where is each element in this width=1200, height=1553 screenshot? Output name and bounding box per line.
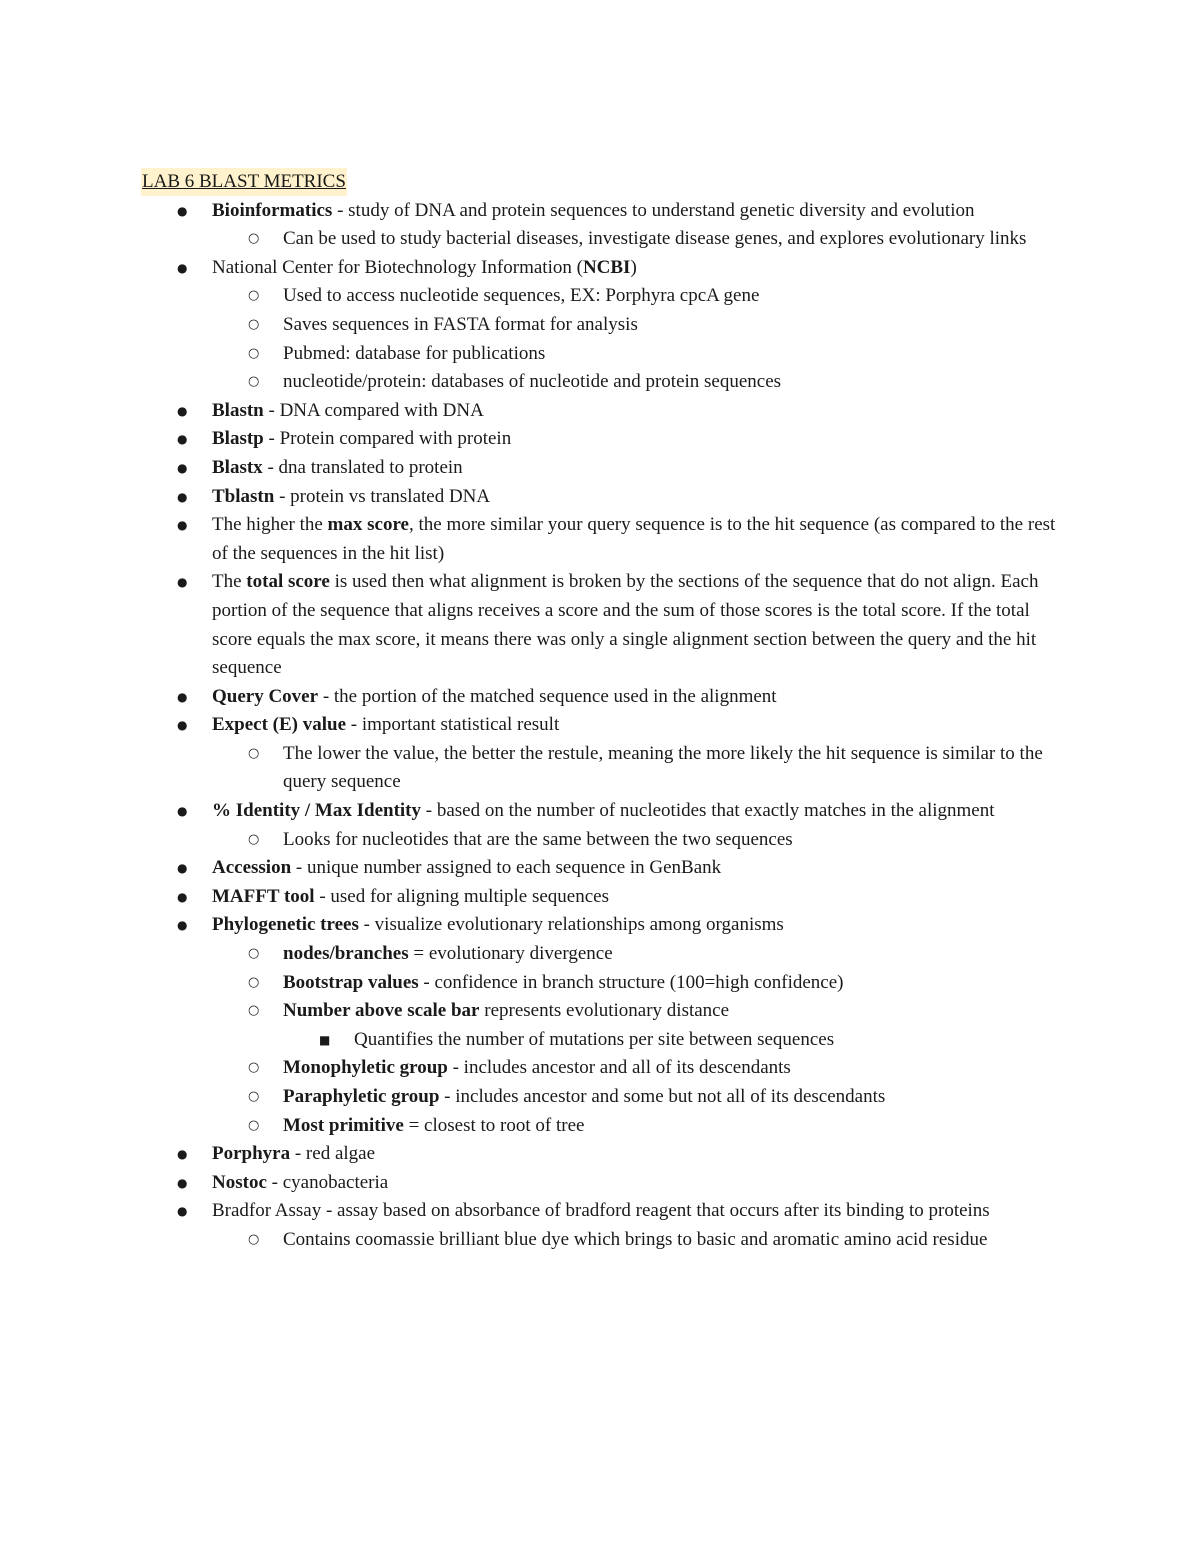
list-item — [141, 797, 1061, 826]
item-text: is used then what alignment is broken by the sections of the sequence that do not align. Each portion of the sequence that aligns receives a score and the sum of those scores is the total score. If the total score equals the max score, it means there was only a single alignment section between the query and the hit sequence — [212, 571, 1039, 679]
item-term: % Identity / Max Identity — [212, 800, 421, 822]
item-term: Accession — [212, 857, 292, 879]
bullet-circle-icon: ○ — [248, 1089, 260, 1104]
item-text: Saves sequences in FASTA format for analysis — [283, 313, 638, 335]
item-term: Blastn — [212, 399, 264, 421]
item-text: ) — [630, 256, 637, 278]
item-text: represents evolutionary distance — [479, 1000, 730, 1022]
item-term: Query Cover — [212, 685, 319, 707]
bullet-circle-icon: ○ — [248, 974, 260, 990]
list-item — [141, 883, 1061, 912]
item-term: Porphyra — [212, 1143, 291, 1165]
bullet-disc-icon: ● — [177, 689, 188, 704]
item-text: - Protein compared with protein — [263, 428, 512, 450]
bullet-disc-icon: ● — [177, 718, 188, 733]
bullet-circle-icon: ○ — [248, 1003, 260, 1019]
list-item — [141, 683, 1061, 712]
item-text: - used for aligning multiple sequences — [314, 885, 609, 907]
item-text: Quantifies the number of mutations per site between sequences — [354, 1028, 835, 1050]
item-text: nucleotide/protein: databases of nucleotide and protein sequences — [283, 371, 782, 393]
list-item — [141, 225, 1061, 254]
bullet-circle-icon: ○ — [248, 1231, 260, 1247]
list-item — [141, 740, 1061, 797]
item-text: The higher the — [212, 514, 328, 536]
list-item — [141, 711, 1061, 740]
list-item — [141, 282, 1061, 311]
bullet-disc-icon: ● — [177, 403, 188, 418]
list-item — [141, 1054, 1061, 1083]
bullet-circle-icon: ○ — [248, 345, 260, 361]
item-text: - the portion of the matched sequence used in the alignment — [318, 685, 777, 707]
list-item — [141, 1197, 1061, 1226]
bullet-circle-icon: ○ — [248, 831, 260, 847]
list-item — [141, 197, 1061, 226]
item-text: The lower the value, the better the restule, meaning the more likely the hit sequence is similar to the query sequence — [283, 742, 1043, 793]
item-term: Nostoc — [212, 1171, 267, 1193]
item-term: NCBI — [582, 256, 631, 278]
list-item — [141, 1169, 1061, 1198]
list-item — [141, 254, 1061, 283]
list-item — [141, 969, 1061, 998]
bullet-disc-icon: ● — [177, 804, 188, 819]
item-text: Pubmed: database for publications — [283, 342, 546, 364]
item-term: Expect (E) value — [212, 714, 347, 736]
item-term: Most primitive — [283, 1114, 404, 1136]
bullet-circle-icon: ○ — [248, 745, 260, 761]
item-text: Bradfor Assay - assay based on absorbance of bradford reagent that occurs after its binding to proteins — [212, 1200, 990, 1222]
item-text: , the more similar your query sequence is to the hit sequence (as compared to the rest of the sequences in the hit list) — [212, 514, 1056, 564]
list-item — [141, 340, 1061, 369]
item-term: Tblastn — [212, 485, 275, 507]
item-text: = evolutionary divergence — [408, 943, 613, 965]
item-text: - dna translated to protein — [262, 456, 463, 478]
item-text: - important statistical result — [346, 714, 560, 736]
list-item — [141, 454, 1061, 483]
item-text: - confidence in branch structure (100=high confidence) — [418, 971, 844, 993]
item-term: MAFFT tool — [212, 885, 315, 907]
bullet-disc-icon: ● — [177, 889, 188, 904]
item-text: Looks for nucleotides that are the same between the two sequences — [283, 828, 793, 850]
bullet-disc-icon: ● — [177, 918, 188, 933]
item-term: max score — [327, 514, 409, 536]
bullet-circle-icon: ○ — [248, 231, 260, 247]
item-term: Bootstrap values — [283, 971, 419, 993]
bullet-circle-icon: ○ — [248, 1117, 260, 1133]
list-item — [141, 568, 1061, 682]
bullet-circle-icon: ○ — [248, 946, 260, 962]
item-text: - visualize evolutionary relationships among organisms — [358, 914, 784, 936]
bullet-disc-icon: ● — [177, 1204, 188, 1219]
list-item — [141, 397, 1061, 426]
item-text: - based on the number of nucleotides that exactly matches in the alignment — [421, 800, 995, 822]
bullet-circle-icon: ○ — [248, 1060, 260, 1076]
notes-list — [141, 197, 1061, 1255]
bullet-disc-icon: ● — [177, 432, 188, 447]
item-text: - red algae — [290, 1143, 376, 1165]
item-term: Blastp — [212, 428, 264, 450]
bullet-circle-icon: ○ — [248, 288, 260, 304]
item-text: National Center for Biotechnology Information ( — [212, 256, 583, 278]
item-term: total score — [246, 571, 330, 593]
bullet-disc-icon: ● — [177, 489, 188, 504]
item-term: nodes/branches — [283, 943, 409, 965]
bullet-circle-icon: ○ — [248, 316, 260, 332]
bullet-disc-icon: ● — [177, 861, 188, 876]
list-item — [141, 483, 1061, 512]
list-item — [141, 911, 1061, 940]
bullet-disc-icon: ● — [177, 1147, 188, 1162]
item-term: Blastx — [212, 456, 263, 478]
list-item — [141, 1026, 1061, 1055]
item-term: Monophyletic group — [283, 1057, 448, 1079]
item-term: Number above scale bar — [283, 1000, 480, 1022]
list-item — [141, 1226, 1061, 1255]
list-item — [141, 1083, 1061, 1112]
item-text: - study of DNA and protein sequences to understand genetic diversity and evolution — [332, 199, 975, 221]
item-text: The — [212, 571, 247, 593]
list-item — [141, 425, 1061, 454]
item-text: Can be used to study bacterial diseases, investigate disease genes, and explores evolutionary links — [283, 228, 1027, 250]
bullet-disc-icon: ● — [177, 1175, 188, 1190]
list-item — [141, 1112, 1061, 1141]
list-item — [141, 997, 1061, 1026]
list-item — [141, 1140, 1061, 1169]
list-item — [141, 368, 1061, 397]
bullet-circle-icon: ○ — [248, 374, 260, 390]
document-page — [141, 168, 1061, 1255]
item-text: - DNA compared with DNA — [263, 399, 484, 421]
bullet-disc-icon: ● — [177, 460, 188, 475]
page-title: LAB 6 BLAST METRICS — [141, 168, 347, 196]
bullet-disc-icon: ● — [177, 575, 188, 590]
bullet-disc-icon: ● — [177, 518, 188, 533]
list-item — [141, 311, 1061, 340]
item-text: - includes ancestor and all of its descendants — [447, 1057, 791, 1079]
item-term: Paraphyletic group — [283, 1086, 440, 1107]
item-text: = closest to root of tree — [403, 1114, 585, 1136]
item-term: Bioinformatics — [212, 199, 333, 221]
bullet-disc-icon: ● — [177, 260, 188, 275]
list-item — [141, 854, 1061, 883]
bullet-square-icon: ■ — [319, 1032, 331, 1047]
list-item — [141, 511, 1061, 568]
item-text: - protein vs translated DNA — [274, 485, 491, 507]
item-text: - includes ancestor and some but not all of its descendants — [439, 1086, 886, 1107]
item-text: - unique number assigned to each sequence in GenBank — [291, 857, 722, 879]
item-text: Contains coomassie brilliant blue dye which brings to basic and aromatic amino acid residue — [283, 1228, 988, 1250]
item-text: Used to access nucleotide sequences, EX: Porphyra cpcA gene — [283, 285, 760, 307]
bullet-disc-icon: ● — [177, 203, 188, 218]
item-term: Phylogenetic trees — [212, 914, 359, 936]
list-item — [141, 940, 1061, 969]
item-text: - cyanobacteria — [266, 1171, 389, 1193]
list-item — [141, 826, 1061, 855]
